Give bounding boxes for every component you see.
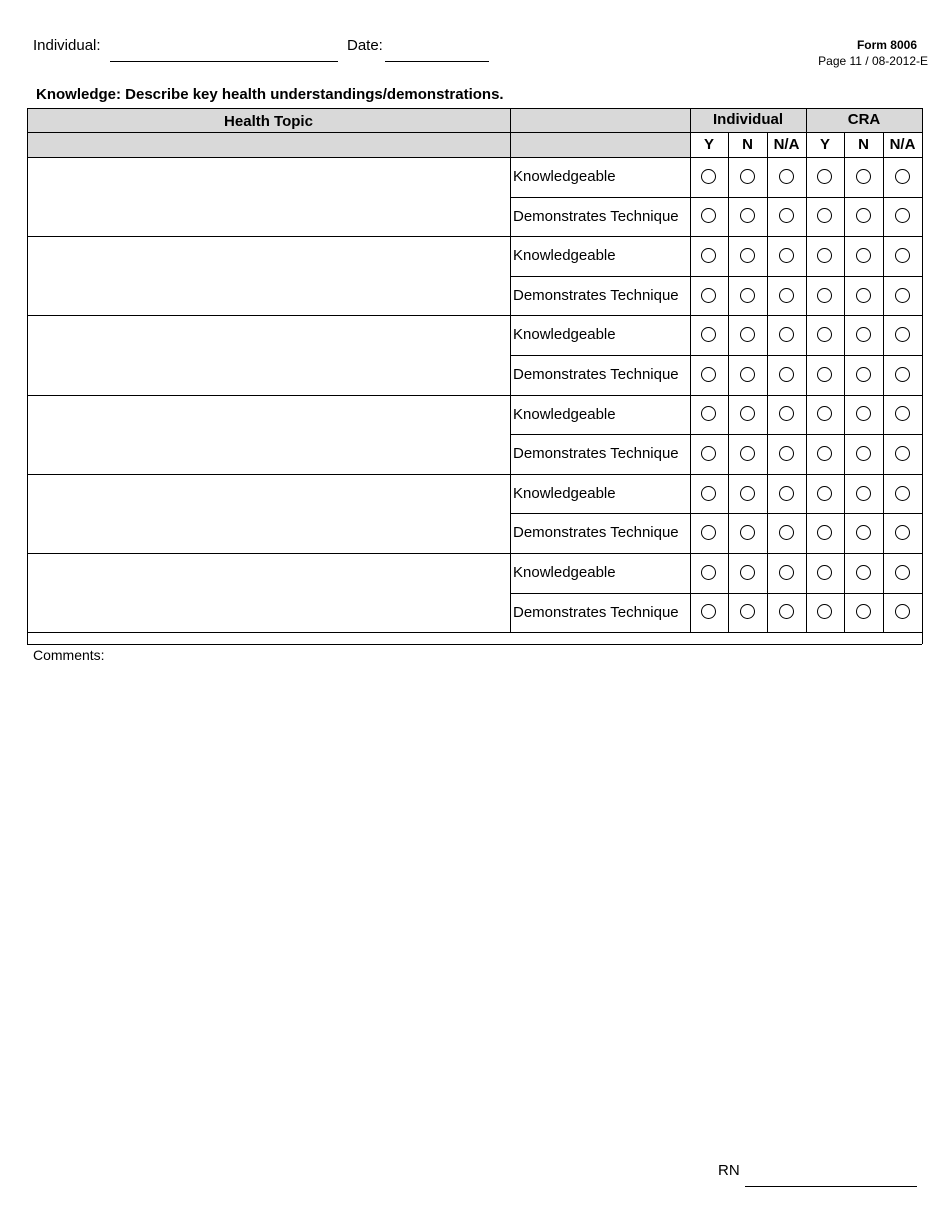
cra-n-radio[interactable] <box>856 525 871 540</box>
row-divider <box>510 236 922 237</box>
individual-y-radio[interactable] <box>701 486 716 501</box>
sub-header-na: N/A <box>773 136 800 153</box>
cra-n-radio[interactable] <box>856 208 871 223</box>
sub-header-n: N <box>742 136 753 153</box>
cra-na-radio[interactable] <box>895 604 910 619</box>
individual-n-radio[interactable] <box>740 367 755 382</box>
health-topic-cell[interactable] <box>27 236 510 315</box>
individual-y-radio[interactable] <box>701 208 716 223</box>
cra-y-radio[interactable] <box>817 604 832 619</box>
cra-na-radio[interactable] <box>895 525 910 540</box>
cra-y-radio[interactable] <box>817 288 832 303</box>
topic-row-divider <box>27 474 510 475</box>
knowledgeable-label: Knowledgeable <box>513 405 616 423</box>
individual-na-radio[interactable] <box>779 288 794 303</box>
date-label: Date: <box>347 37 383 54</box>
cra-group-header: CRA <box>847 111 881 128</box>
individual-na-radio[interactable] <box>779 406 794 421</box>
individual-n-radio[interactable] <box>740 604 755 619</box>
cra-y-radio[interactable] <box>817 565 832 580</box>
demonstrates-technique-label: Demonstrates Technique <box>513 524 679 542</box>
page-info: Page 11 / 08-2012-E <box>818 54 928 68</box>
cra-y-radio[interactable] <box>817 486 832 501</box>
cra-n-radio[interactable] <box>856 248 871 263</box>
individual-group-header: Individual <box>712 111 783 128</box>
cra-na-radio[interactable] <box>895 565 910 580</box>
health-topic-cell[interactable] <box>27 474 510 553</box>
cra-y-radio[interactable] <box>817 327 832 342</box>
health-topic-cell[interactable] <box>27 395 510 474</box>
health-topic-cell[interactable] <box>27 553 510 632</box>
row-divider <box>510 315 922 316</box>
cra-na-radio[interactable] <box>895 288 910 303</box>
health-topic-cell[interactable] <box>27 157 510 236</box>
table-bottom-border <box>27 644 922 645</box>
row-divider <box>510 395 922 396</box>
cra-y-radio[interactable] <box>817 208 832 223</box>
individual-y-radio[interactable] <box>701 169 716 184</box>
demonstrates-technique-label: Demonstrates Technique <box>513 286 679 304</box>
row-divider <box>510 553 922 554</box>
header-row-divider <box>27 132 922 133</box>
cra-n-radio[interactable] <box>856 446 871 461</box>
individual-n-radio[interactable] <box>740 288 755 303</box>
demonstrates-technique-label: Demonstrates Technique <box>513 366 679 383</box>
health-topic-header: Health Topic <box>224 113 313 130</box>
individual-na-radio[interactable] <box>779 604 794 619</box>
individual-na-radio[interactable] <box>779 169 794 184</box>
health-topic-cell[interactable] <box>27 315 510 394</box>
rn-signature-line[interactable] <box>745 1186 917 1187</box>
individual-y-radio[interactable] <box>701 446 716 461</box>
individual-n-radio[interactable] <box>740 248 755 263</box>
individual-y-radio[interactable] <box>701 248 716 263</box>
cra-y-radio[interactable] <box>817 406 832 421</box>
table-body-bottom-border <box>27 632 922 633</box>
table-left-border <box>27 108 28 644</box>
cra-y-radio[interactable] <box>817 446 832 461</box>
sub-header-na: N/A <box>889 136 916 153</box>
individual-y-radio[interactable] <box>701 565 716 580</box>
topic-row-divider <box>27 395 510 396</box>
knowledgeable-label: Knowledgeable <box>513 247 616 265</box>
cra-n-radio[interactable] <box>856 565 871 580</box>
knowledgeable-label: Knowledgeable <box>513 326 616 344</box>
cra-n-radio[interactable] <box>856 604 871 619</box>
rn-label: RN <box>718 1162 740 1179</box>
demonstrates-technique-label: Demonstrates Technique <box>513 603 679 621</box>
cra-na-radio[interactable] <box>895 486 910 501</box>
individual-n-radio[interactable] <box>740 446 755 461</box>
cra-na-radio[interactable] <box>895 169 910 184</box>
cra-y-radio[interactable] <box>817 525 832 540</box>
individual-n-radio[interactable] <box>740 406 755 421</box>
row-divider <box>510 474 922 475</box>
cra-n-radio[interactable] <box>856 367 871 382</box>
individual-n-radio[interactable] <box>740 486 755 501</box>
table-top-border <box>27 108 922 109</box>
cra-n-radio[interactable] <box>856 486 871 501</box>
individual-y-radio[interactable] <box>701 288 716 303</box>
cra-na-radio[interactable] <box>895 208 910 223</box>
comments-area[interactable] <box>33 666 913 1136</box>
individual-n-radio[interactable] <box>740 208 755 223</box>
cra-na-radio[interactable] <box>895 327 910 342</box>
individual-y-radio[interactable] <box>701 604 716 619</box>
cra-n-radio[interactable] <box>856 327 871 342</box>
cra-na-radio[interactable] <box>895 367 910 382</box>
sub-column-border <box>767 132 768 632</box>
header-bottom-border <box>27 157 922 158</box>
demonstrates-technique-label: Demonstrates Technique <box>513 207 679 225</box>
row-divider <box>510 434 922 435</box>
row-divider <box>510 355 922 356</box>
individual-y-radio[interactable] <box>701 327 716 342</box>
sub-column-border <box>883 132 884 632</box>
cra-y-radio[interactable] <box>817 169 832 184</box>
individual-na-radio[interactable] <box>779 327 794 342</box>
section-title: Knowledge: Describe key health understandings/demonstrations. <box>36 86 504 103</box>
individual-na-radio[interactable] <box>779 565 794 580</box>
sub-column-border <box>844 132 845 632</box>
cra-n-radio[interactable] <box>856 169 871 184</box>
row-divider <box>510 276 922 277</box>
individual-n-radio[interactable] <box>740 327 755 342</box>
cra-n-radio[interactable] <box>856 406 871 421</box>
health-topic-table <box>27 108 922 645</box>
individual-y-radio[interactable] <box>701 367 716 382</box>
individual-n-radio[interactable] <box>740 565 755 580</box>
form-number: Form 8006 <box>856 38 917 52</box>
individual-na-radio[interactable] <box>779 486 794 501</box>
individual-na-radio[interactable] <box>779 446 794 461</box>
topic-row-divider <box>27 553 510 554</box>
topic-row-divider <box>27 315 510 316</box>
date-input-line[interactable] <box>385 61 489 62</box>
individual-y-radio[interactable] <box>701 406 716 421</box>
individual-n-radio[interactable] <box>740 525 755 540</box>
sub-header-y: Y <box>703 136 714 153</box>
cra-y-radio[interactable] <box>817 367 832 382</box>
demonstrates-technique-label: Demonstrates Technique <box>513 445 679 463</box>
individual-na-radio[interactable] <box>779 367 794 382</box>
cra-na-radio[interactable] <box>895 446 910 461</box>
table-right-border <box>922 108 923 644</box>
knowledgeable-label: Knowledgeable <box>513 564 616 581</box>
individual-na-radio[interactable] <box>779 208 794 223</box>
knowledgeable-label: Knowledgeable <box>513 168 616 185</box>
cra-n-radio[interactable] <box>856 288 871 303</box>
individual-na-radio[interactable] <box>779 248 794 263</box>
individual-label: Individual: <box>33 37 101 54</box>
individual-na-radio[interactable] <box>779 525 794 540</box>
row-divider <box>510 513 922 514</box>
cra-na-radio[interactable] <box>895 406 910 421</box>
knowledgeable-label: Knowledgeable <box>513 484 616 502</box>
sub-header-y: Y <box>819 136 830 153</box>
individual-y-radio[interactable] <box>701 525 716 540</box>
comments-label: Comments: <box>33 647 105 663</box>
sub-column-border <box>728 132 729 632</box>
individual-input-line[interactable] <box>110 61 338 62</box>
row-divider <box>510 593 922 594</box>
cra-na-radio[interactable] <box>895 248 910 263</box>
topic-row-divider <box>27 236 510 237</box>
cra-y-radio[interactable] <box>817 248 832 263</box>
row-divider <box>510 197 922 198</box>
sub-header-n: N <box>858 136 869 153</box>
individual-n-radio[interactable] <box>740 169 755 184</box>
